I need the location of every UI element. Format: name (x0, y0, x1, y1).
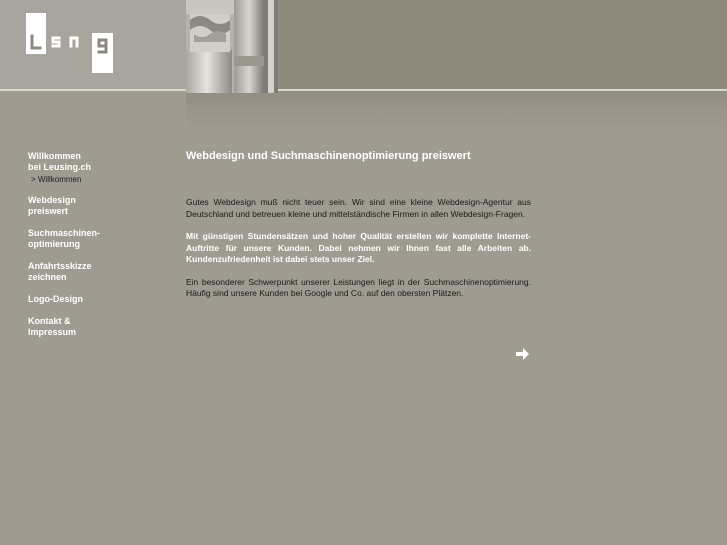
column-photo (186, 0, 278, 93)
quality-paragraph: Mit günstigen Stundensätzen und hoher Qualität erstellen wir komplette Internet-Auftritte für unsere Kunden. Dabei nehmen wir Ihnen fast alle Arbeiten ab. Kundenzufriedenheit ist dabei stets unser Ziel. (186, 231, 531, 264)
arrow-right-icon[interactable] (515, 347, 530, 361)
header-right-panel (278, 0, 727, 89)
nav-item-anfahrtsskizze[interactable]: Anfahrtsskizze zeichnen (28, 261, 92, 282)
nav-item-kontakt[interactable]: Kontakt & Impressum (28, 316, 77, 337)
page-title: Webdesign und Suchmaschinenoptimierung preiswert (186, 150, 471, 162)
nav-item-webdesign[interactable]: Webdesign preiswert (28, 195, 76, 216)
header-fade (186, 91, 727, 131)
intro-paragraph: Gutes Webdesign muß nicht teuer sein. Wir sind eine kleine Webdesign-Agentur aus Deutschland und betreuen kleine und mittelständische Firmen in allen Webdesign-Fragen. (186, 197, 531, 219)
main-content (186, 149, 531, 311)
nav-item-logo-design[interactable]: Logo-Design (28, 294, 83, 304)
sidebar-nav (28, 151, 178, 349)
seo-paragraph: Ein besonderer Schwerpunkt unserer Leistungen liegt in der Suchmaschinenoptimierung. Häufig sind unsere Kunden bei Google und Co. auf den obersten Plätzen. (186, 276, 531, 298)
site-logo[interactable] (26, 13, 113, 73)
nav-item-willkommen[interactable]: Willkommen bei Leusing.ch (28, 151, 92, 172)
nav-item-suchmaschinenoptimierung[interactable]: Suchmaschinen- optimierung (28, 228, 101, 249)
nav-subitem-willkommen[interactable]: > Willkommen (31, 175, 82, 184)
